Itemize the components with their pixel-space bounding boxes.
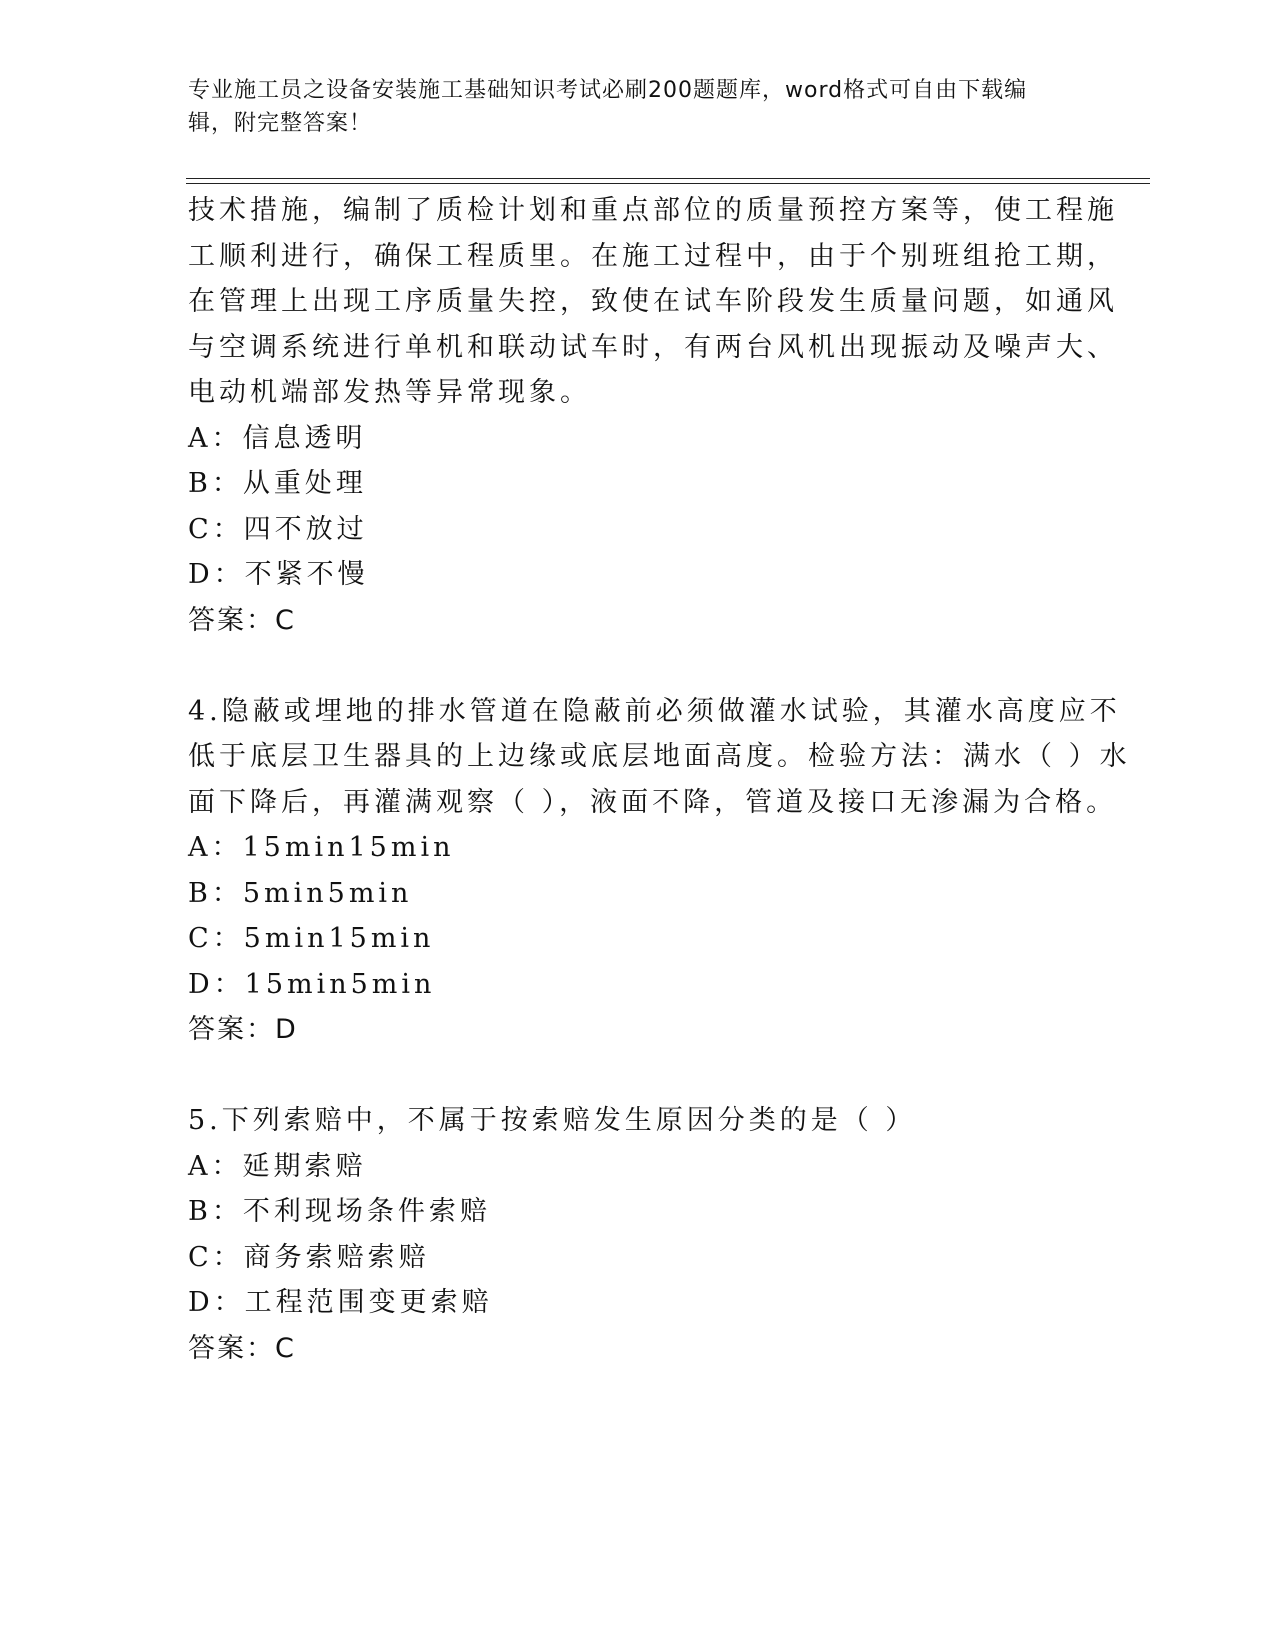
header-divider [186,178,1150,179]
option-a: A：信息透明 [188,422,367,454]
question-text-line: 技术措施，编制了质检计划和重点部位的质量预控方案等，使工程施 [188,195,1118,226]
page-header [188,74,1068,140]
question-text-line: 工顺利进行，确保工程质里。在施工过程中，由于个别班组抢工期， [188,240,1118,272]
question-4 [188,689,1131,1053]
option-d: D：15min5min [188,968,436,1000]
option-d: D：不紧不慢 [188,559,369,590]
option-c: C：四不放过 [188,513,368,545]
option-b: B：5min5min [188,877,413,909]
question-text-line: 5.下列索赔中，不属于按索赔发生原因分类的是（ ） [188,1105,917,1136]
question-text-line: 面下降后，再灌满观察（ ），液面不降，管道及接口无渗漏为合格。 [188,786,1118,818]
header-divider-second [186,183,1150,184]
question-5 [188,1098,1088,1371]
question-text-line: 与空调系统进行单机和联动试车时，有两台风机出现振动及噪声大、 [188,331,1118,363]
question-text-line: 电动机端部发热等异常现象。 [188,377,591,408]
spacer [188,643,1088,689]
question-text-line: 4.隐蔽或埋地的排水管道在隐蔽前必须做灌水试验，其灌水高度应不 [188,695,1121,727]
spacer [188,1053,1088,1099]
option-a: A：15min15min [188,832,455,863]
option-b: B：从重处理 [188,468,367,499]
option-a: A：延期索赔 [188,1150,367,1182]
document-body [188,188,1131,1371]
option-b: B：不利现场条件索赔 [188,1196,491,1227]
answer-label: 答案：D [188,1014,298,1045]
option-d: D：工程范围变更索赔 [188,1287,493,1318]
question-text-line: 在管理上出现工序质量失控，致使在试车阶段发生质量问题，如通风 [188,286,1118,317]
option-c: C：商务索赔索赔 [188,1241,430,1273]
option-c: C：5min15min [188,923,435,954]
question-text-line: 低于底层卫生器具的上边缘或底层地面高度。检验方法：满水（ ）水 [188,741,1131,772]
question-continuation [188,188,1118,643]
answer-label: 答案：C [188,604,296,636]
header-title: 专业施工员之设备安装施工基础知识考试必刷200题题库，word格式可自由下载编辑，附完整答案！ [188,78,1028,136]
answer-label: 答案：C [188,1332,296,1364]
